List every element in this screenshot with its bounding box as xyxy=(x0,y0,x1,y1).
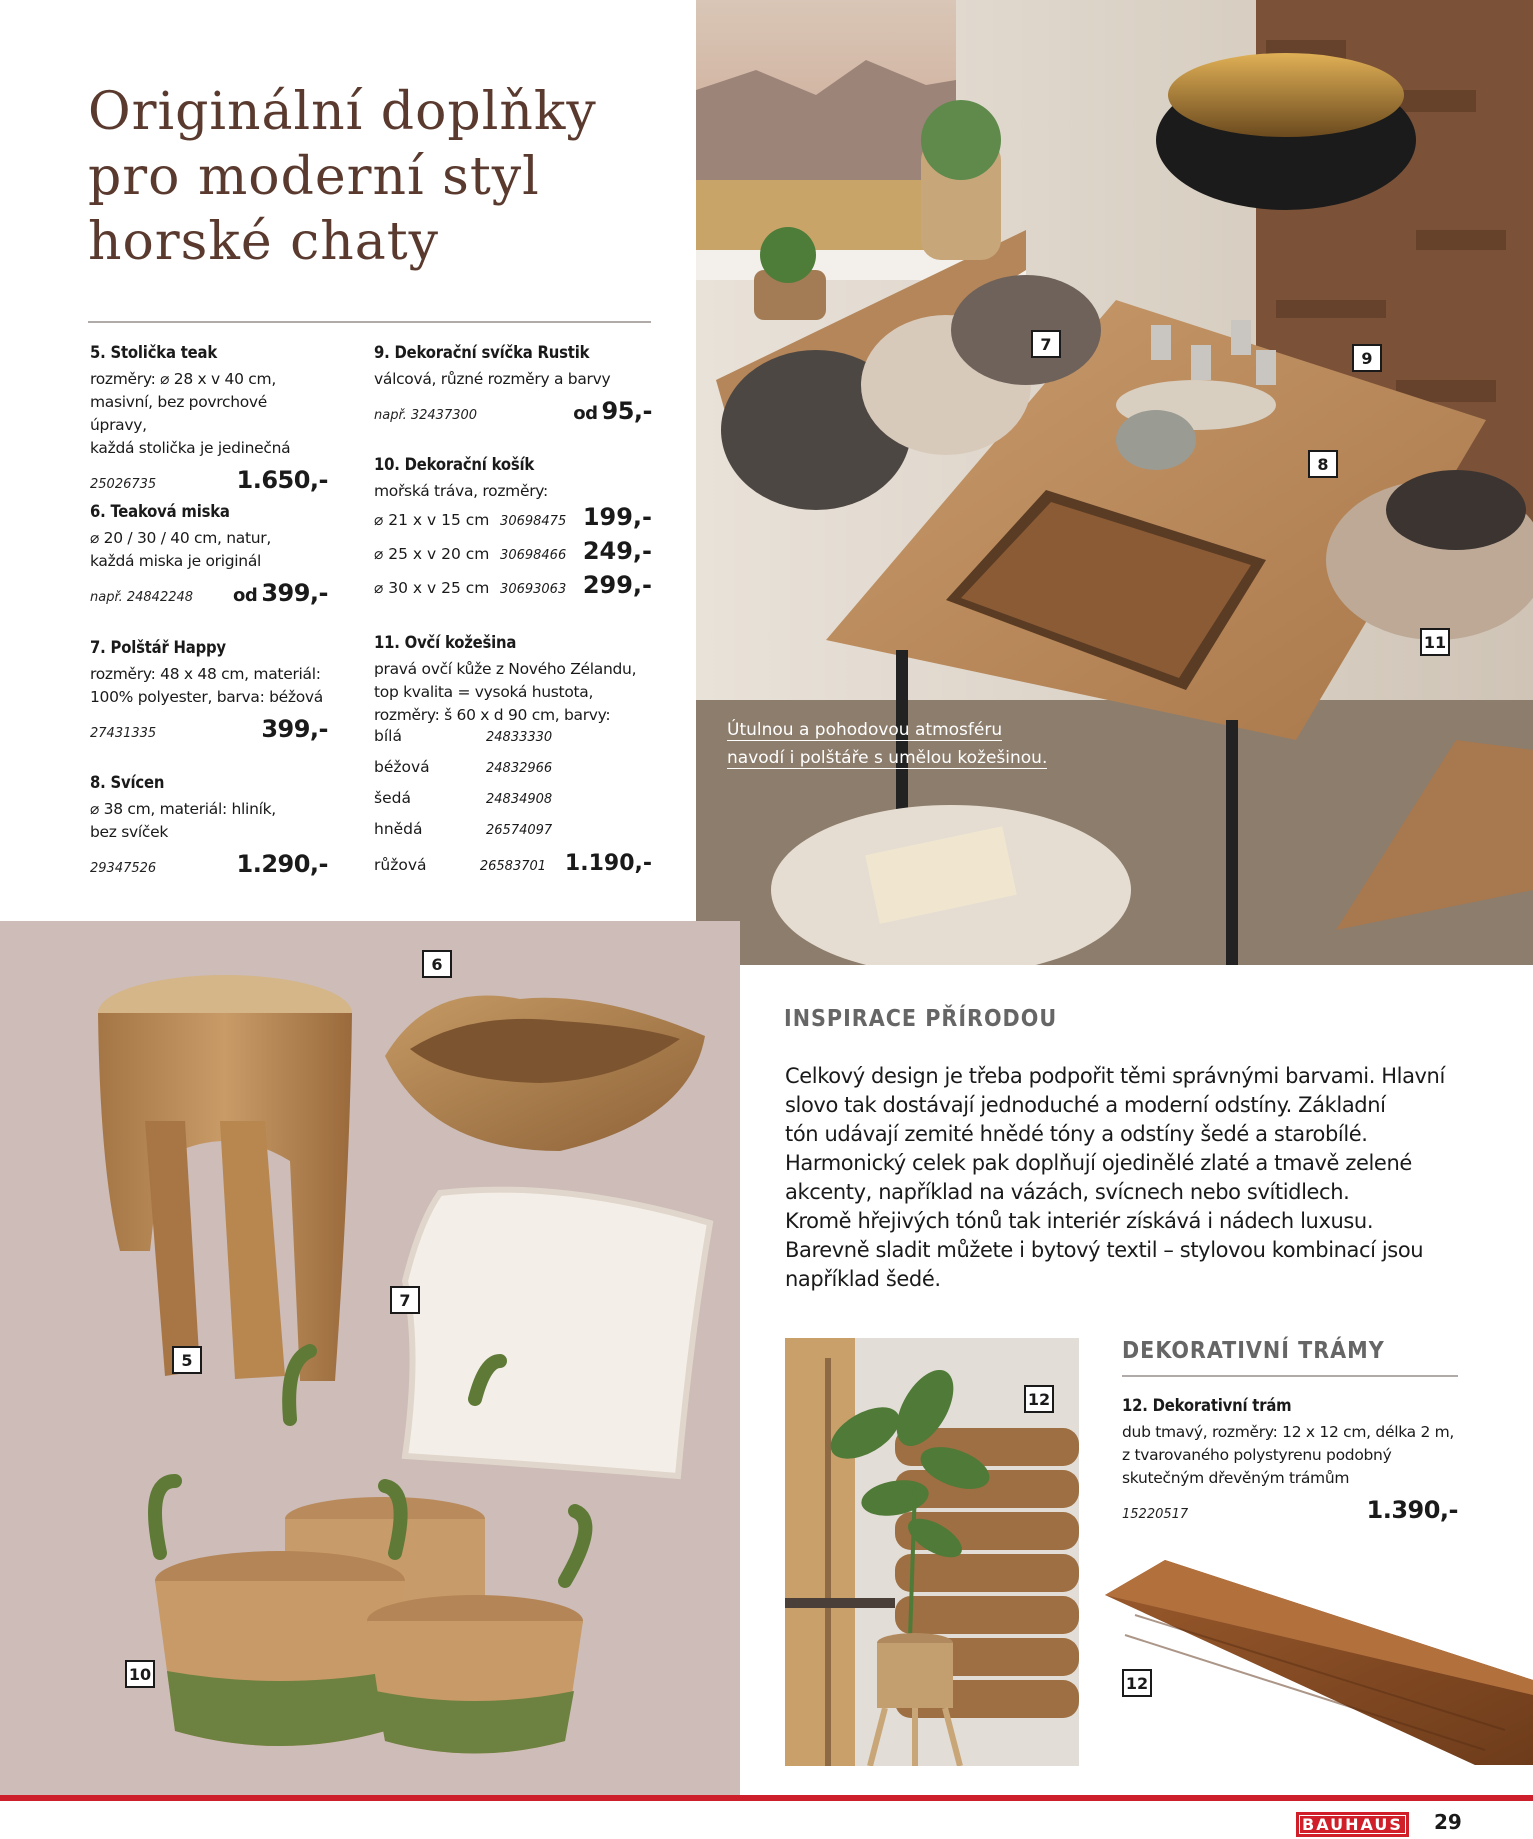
text-line: například šedé. xyxy=(785,1267,941,1291)
product-title: 8. Svícen xyxy=(90,773,165,792)
variant-row xyxy=(374,537,652,571)
product-title: 11. Ovčí kožešina xyxy=(374,633,517,652)
product-title: 9. Dekorační svíčka Rustik xyxy=(374,343,590,362)
title-line: pro moderní styl xyxy=(88,147,540,207)
product-desc: masivní, bez povrchové úpravy, xyxy=(90,393,268,434)
article-number: 24833330 xyxy=(486,730,553,745)
item-badge-9: 9 xyxy=(1352,344,1382,372)
price: 95,- xyxy=(601,397,652,425)
article-number: 15220517 xyxy=(1122,1507,1189,1522)
price-prefix: od xyxy=(233,585,258,606)
title-divider xyxy=(88,321,651,323)
price: 1.290,- xyxy=(236,850,328,878)
product-title: 5. Stolička teak xyxy=(90,343,217,362)
pillow-illustration xyxy=(405,1190,710,1476)
variant-size: ⌀ 21 x v 15 cm xyxy=(374,511,490,529)
color-label: růžová xyxy=(374,856,427,874)
text-line: akcenty, například na vázách, svícnech nebo svítidlech. xyxy=(785,1180,1350,1204)
stool-illustration xyxy=(98,975,352,1381)
product-desc: dub tmavý, rozměry: 12 x 12 cm, délka 2 m, xyxy=(1122,1423,1455,1441)
item-badge-11: 11 xyxy=(1420,628,1450,656)
product-desc: každá stolička je jedinečná xyxy=(90,439,291,457)
product-desc: rozměry: ⌀ 28 x v 40 cm, xyxy=(90,370,276,388)
color-label: bílá xyxy=(374,727,402,745)
product-desc: pravá ovčí kůže z Nového Zélandu, xyxy=(374,660,637,678)
caption-line: navodí i polštáře s umělou kožešinou. xyxy=(727,748,1048,768)
price: 199,- xyxy=(582,503,652,531)
product-desc: bez svíček xyxy=(90,823,169,841)
variant-size: ⌀ 25 x v 20 cm xyxy=(374,545,490,563)
title-line: horské chaty xyxy=(88,212,440,272)
item-badge-6: 6 xyxy=(422,950,452,978)
item-badge-5: 5 xyxy=(172,1346,202,1374)
article-number: 24834908 xyxy=(486,792,553,807)
product-9 xyxy=(374,343,652,425)
product-title: 6. Teaková miska xyxy=(90,502,230,521)
beams-heading: DEKORATIVNÍ TRÁMY xyxy=(1122,1338,1385,1364)
article-number: např. 32437300 xyxy=(374,408,478,423)
product-desc: rozměry: 48 x 48 cm, materiál: xyxy=(90,665,321,683)
article-number: 26583701 xyxy=(479,859,547,874)
photo-caption xyxy=(727,716,1047,772)
product-desc: ⌀ 20 / 30 / 40 cm, natur, xyxy=(90,529,272,547)
product-photo-panel xyxy=(0,921,740,1795)
item-badge-8: 8 xyxy=(1308,450,1338,478)
text-line: Barevně sladit můžete i bytový textil – stylovou kombinací jsou xyxy=(785,1238,1424,1262)
text-line: slovo tak dostávají jednoduché a moderní odstíny. Základní xyxy=(785,1093,1386,1117)
product-desc: ⌀ 38 cm, materiál: hliník, xyxy=(90,800,276,818)
product-8 xyxy=(90,773,328,878)
article-number: 26574097 xyxy=(486,823,553,838)
color-label: šedá xyxy=(374,789,411,807)
title-line: Originální doplňky xyxy=(88,82,597,142)
beam-illustration xyxy=(1105,1555,1533,1765)
product-title: 12. Dekorativní trám xyxy=(1122,1396,1292,1415)
variant-row xyxy=(374,571,652,605)
price: 1.390,- xyxy=(1366,1496,1458,1524)
price: 299,- xyxy=(582,571,652,599)
product-5 xyxy=(90,343,328,494)
text-line: tón udávají zemité hnědé tóny a odstíny šedé a starobílé. xyxy=(785,1122,1368,1146)
price: 1.650,- xyxy=(236,466,328,494)
product-desc: rozměry: š 60 x d 90 cm, barvy: xyxy=(374,706,611,724)
price-prefix: od xyxy=(573,403,598,424)
product-desc: mořská tráva, rozměry: xyxy=(374,482,548,500)
item-badge-7: 7 xyxy=(390,1286,420,1314)
item-badge-7: 7 xyxy=(1031,330,1061,358)
price: 399,- xyxy=(261,579,328,607)
beams-divider xyxy=(1122,1375,1458,1377)
variant-row xyxy=(374,503,652,537)
product-desc: top kvalita = vysoká hustota, xyxy=(374,683,594,701)
item-badge-12: 12 xyxy=(1122,1669,1152,1697)
color-label: béžová xyxy=(374,758,430,776)
product-illustrations xyxy=(0,921,740,1795)
article-number: 25026735 xyxy=(90,477,157,492)
interior-scene-illustration xyxy=(696,0,1533,965)
product-desc: skutečným dřevěným trámům xyxy=(1122,1469,1350,1487)
color-row xyxy=(374,727,652,758)
article-number: 29347526 xyxy=(90,861,157,876)
color-row xyxy=(374,789,652,820)
product-6 xyxy=(90,502,328,607)
article-number: 24832966 xyxy=(486,761,553,776)
color-row xyxy=(374,820,652,851)
product-title: 10. Dekorační košík xyxy=(374,455,535,474)
product-desc: válcová, různé rozměry a barvy xyxy=(374,370,611,388)
caption-line: Útulnou a pohodovou atmosféru xyxy=(727,720,1003,740)
color-row xyxy=(374,758,652,789)
product-title: 7. Polštář Happy xyxy=(90,638,226,657)
product-12 xyxy=(1122,1396,1458,1524)
product-10 xyxy=(374,455,652,605)
price: 249,- xyxy=(582,537,652,565)
item-badge-10: 10 xyxy=(125,1660,155,1688)
text-line: Celkový design je třeba podpořit těmi správnými barvami. Hlavní xyxy=(785,1064,1445,1088)
article-number: 30698466 xyxy=(500,548,567,563)
footer-rule xyxy=(0,1795,740,1801)
inspiration-text xyxy=(785,1062,1475,1294)
page-title xyxy=(88,80,678,275)
product-desc: 100% polyester, barva: béžová xyxy=(90,688,323,706)
interior-photo xyxy=(696,0,1533,965)
product-7 xyxy=(90,638,328,743)
item-badge-12: 12 xyxy=(1024,1385,1054,1413)
text-line: Harmonický celek pak doplňují ojedinělé zlaté a tmavě zelené xyxy=(785,1151,1412,1175)
page-number: 29 xyxy=(1434,1810,1462,1834)
variant-size: ⌀ 30 x v 25 cm xyxy=(374,579,490,597)
article-number: 30698475 xyxy=(500,514,567,529)
product-11 xyxy=(374,633,652,882)
product-desc: každá miska je originál xyxy=(90,552,262,570)
article-number: např. 24842248 xyxy=(90,590,194,605)
inspiration-heading: INSPIRACE PŘÍRODOU xyxy=(784,1006,1058,1032)
price: 399,- xyxy=(261,715,328,743)
article-number: 30693063 xyxy=(500,582,567,597)
brand-logo: BAUHAUS xyxy=(1296,1812,1409,1837)
product-desc: z tvarovaného polystyrenu podobný xyxy=(1122,1446,1392,1464)
footer-rule xyxy=(740,1795,1533,1801)
article-number: 27431335 xyxy=(90,726,157,741)
color-label: hnědá xyxy=(374,820,423,838)
price: 1.190,- xyxy=(564,851,652,876)
bowl-illustration xyxy=(385,996,705,1151)
color-row xyxy=(374,851,652,882)
text-line: Kromě hřejivých tónů tak interiér získává i nádech luxusu. xyxy=(785,1209,1374,1233)
